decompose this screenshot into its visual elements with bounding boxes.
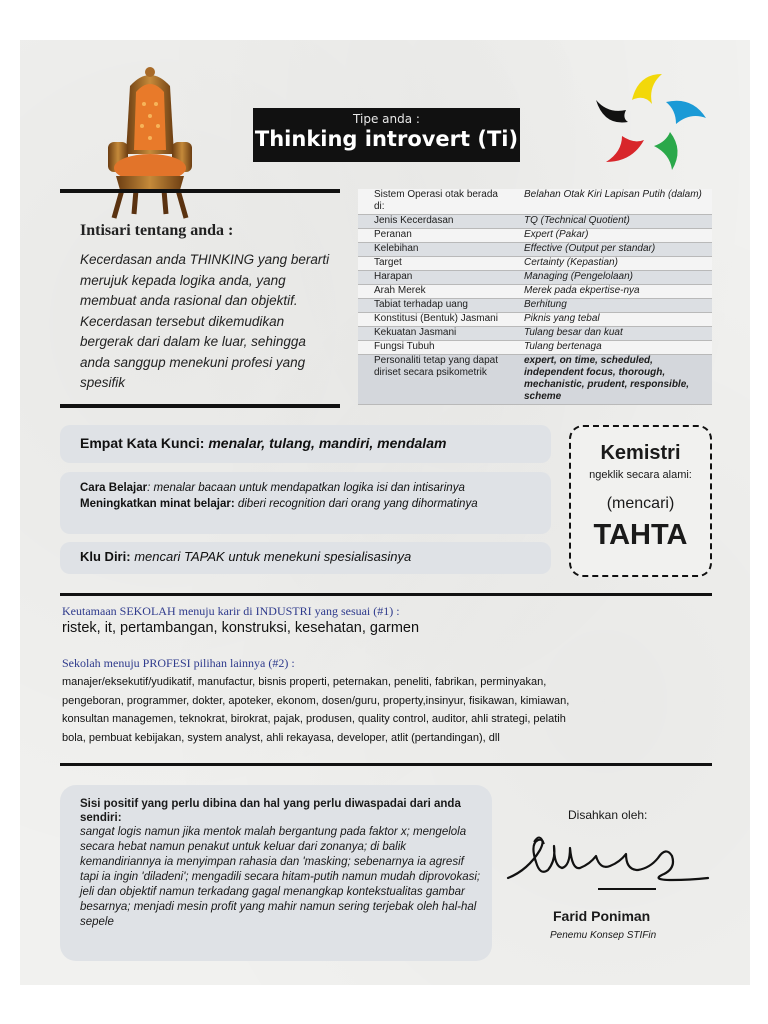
kata-kunci-box bbox=[60, 425, 551, 463]
property-value: Effective (Output per standar) bbox=[506, 243, 712, 257]
minat-belajar-label: Meningkatkan minat belajar: bbox=[80, 498, 235, 510]
property-value: Piknis yang tebal bbox=[506, 313, 712, 327]
property-row bbox=[358, 257, 712, 271]
property-value: expert, on time, scheduled, independent focus, thorough, mechanistic, prudent, responsible, scheme bbox=[506, 355, 712, 405]
property-label: Kelebihan bbox=[358, 243, 506, 257]
signer-name: Farid Poniman bbox=[553, 908, 651, 924]
kemistri-box bbox=[569, 425, 712, 577]
property-label: Harapan bbox=[358, 271, 506, 285]
property-row bbox=[358, 229, 712, 243]
property-value: Berhitung bbox=[506, 299, 712, 313]
property-row bbox=[358, 271, 712, 285]
stifin-logo bbox=[592, 70, 710, 174]
property-row bbox=[358, 243, 712, 257]
sisi-positif-box bbox=[60, 785, 492, 961]
rule-top bbox=[60, 189, 340, 193]
property-value: Tulang besar dan kuat bbox=[506, 327, 712, 341]
throne-image bbox=[100, 66, 200, 222]
properties-table bbox=[358, 189, 712, 405]
klu-diri-box bbox=[60, 542, 551, 574]
rule-section-1 bbox=[60, 593, 712, 596]
property-label: Tabiat terhadap uang bbox=[358, 299, 506, 313]
property-row bbox=[358, 327, 712, 341]
sisi-positif-text: sangat logis namun jika mentok malah bergantung pada faktor x; mengelola secara hebat namun penakut untuk keluar dari zonanya; di balik kemandiriannya ia menyimpan rahasia dan 'masking; sebenarnya ia agresif tapi ia ingin 'diladeni'; mengadili secara hitam-putih namun mudah diprovokasi; jeli dan objektif namun terkadang gagal menangkap kontekstualitas gambar besarnya; menjadi mesin profit yang mahir namun sering terjebak oleh hal-hal sepele bbox=[80, 826, 481, 928]
property-value: Merek pada ekpertise-nya bbox=[506, 285, 712, 299]
sekolah-profesi-text: manajer/eksekutif/yudikatif, manufactur, bisnis properti, peternakan, peneliti, fabrikan, perminyakan, pengeboran, programmer, dokter, apoteker, ekonom, dosen/guru, property,insinyur, fisikawan, kimiawan, konsultan managemen, teknokrat, birokrat, pajak, produsen, quality control, auditor, ahli strategi, pelatih bola, pembuat kebijakan, system analyst, ahli rekayasa, developer, atlit (pertandingan), dll bbox=[62, 676, 570, 744]
sekolah-profesi-title: Sekolah menuju PROFESI pilihan lainnya (#2) : bbox=[62, 656, 295, 670]
property-label: Sistem Operasi otak berada di: bbox=[358, 189, 506, 215]
property-value: Belahan Otak Kiri Lapisan Putih (dalam) bbox=[506, 189, 712, 215]
property-value: Tulang bertenaga bbox=[506, 341, 712, 355]
klu-diri-value: mencari TAPAK untuk menekuni spesialisasinya bbox=[134, 549, 412, 564]
cara-belajar-label: Cara Belajar bbox=[80, 482, 148, 494]
sekolah-industri-text: ristek, it, pertambangan, konstruksi, kesehatan, garmen bbox=[62, 620, 420, 636]
sisi-positif-heading: Sisi positif yang perlu dibina dan hal yang perlu diwaspadai dari anda sendiri: bbox=[80, 798, 461, 824]
property-row bbox=[358, 215, 712, 229]
kemistri-paren: (mencari) bbox=[606, 495, 675, 512]
minat-belajar-value: diberi recognition dari orang yang dihormatinya bbox=[237, 498, 478, 510]
klu-diri-label: Klu Diri: bbox=[80, 549, 131, 564]
property-value: Expert (Pakar) bbox=[506, 229, 712, 243]
property-label: Kekuatan Jasmani bbox=[358, 327, 506, 341]
intisari-text: Kecerdasan anda THINKING yang berarti merujuk kepada logika anda, yang membuat anda rasional dan objektif. Kecerdasan tersebut dikemudikan bergerak dari dalam ke luar, sehingga anda sanggup menekuni profesi yang spesifik bbox=[80, 252, 330, 390]
cara-belajar-value: : menalar bacaan untuk mendapatkan logika isi dan intisarinya bbox=[147, 482, 465, 494]
rule-mid-left bbox=[60, 404, 340, 408]
property-row bbox=[358, 189, 712, 215]
kata-kunci-value: menalar, tulang, mandiri, mendalam bbox=[208, 435, 447, 451]
property-label: Personaliti tetap yang dapat diriset secara psikometrik bbox=[358, 355, 506, 405]
kemistri-value: TAHTA bbox=[593, 519, 688, 551]
kemistri-subtitle: ngeklik secara alami: bbox=[589, 469, 692, 481]
rule-section-2 bbox=[60, 763, 712, 766]
intisari-title: Intisari tentang anda : bbox=[80, 222, 234, 239]
property-row bbox=[358, 299, 712, 313]
type-box bbox=[253, 108, 520, 162]
property-value: Managing (Pengelolaan) bbox=[506, 271, 712, 285]
kemistri-title: Kemistri bbox=[600, 442, 681, 464]
cara-belajar-box bbox=[60, 472, 551, 534]
property-value: TQ (Technical Quotient) bbox=[506, 215, 712, 229]
type-value: Thinking introvert (Ti) bbox=[254, 127, 519, 151]
signer-role: Penemu Konsep STIFin bbox=[550, 930, 657, 941]
property-label: Arah Merek bbox=[358, 285, 506, 299]
property-label: Peranan bbox=[358, 229, 506, 243]
type-label: Tipe anda : bbox=[353, 112, 420, 126]
signature-image bbox=[500, 826, 715, 896]
property-label: Konstitusi (Bentuk) Jasmani bbox=[358, 313, 506, 327]
disahkan-label: Disahkan oleh: bbox=[568, 808, 648, 822]
property-value: Certainty (Kepastian) bbox=[506, 257, 712, 271]
property-row bbox=[358, 341, 712, 355]
property-label: Jenis Kecerdasan bbox=[358, 215, 506, 229]
property-label: Fungsi Tubuh bbox=[358, 341, 506, 355]
property-row bbox=[358, 355, 712, 405]
property-row bbox=[358, 285, 712, 299]
sekolah-industri-title: Keutamaan SEKOLAH menuju karir di INDUSTRI yang sesuai (#1) : bbox=[62, 604, 400, 618]
property-row bbox=[358, 313, 712, 327]
property-label: Target bbox=[358, 257, 506, 271]
kata-kunci-label: Empat Kata Kunci: bbox=[80, 435, 205, 451]
